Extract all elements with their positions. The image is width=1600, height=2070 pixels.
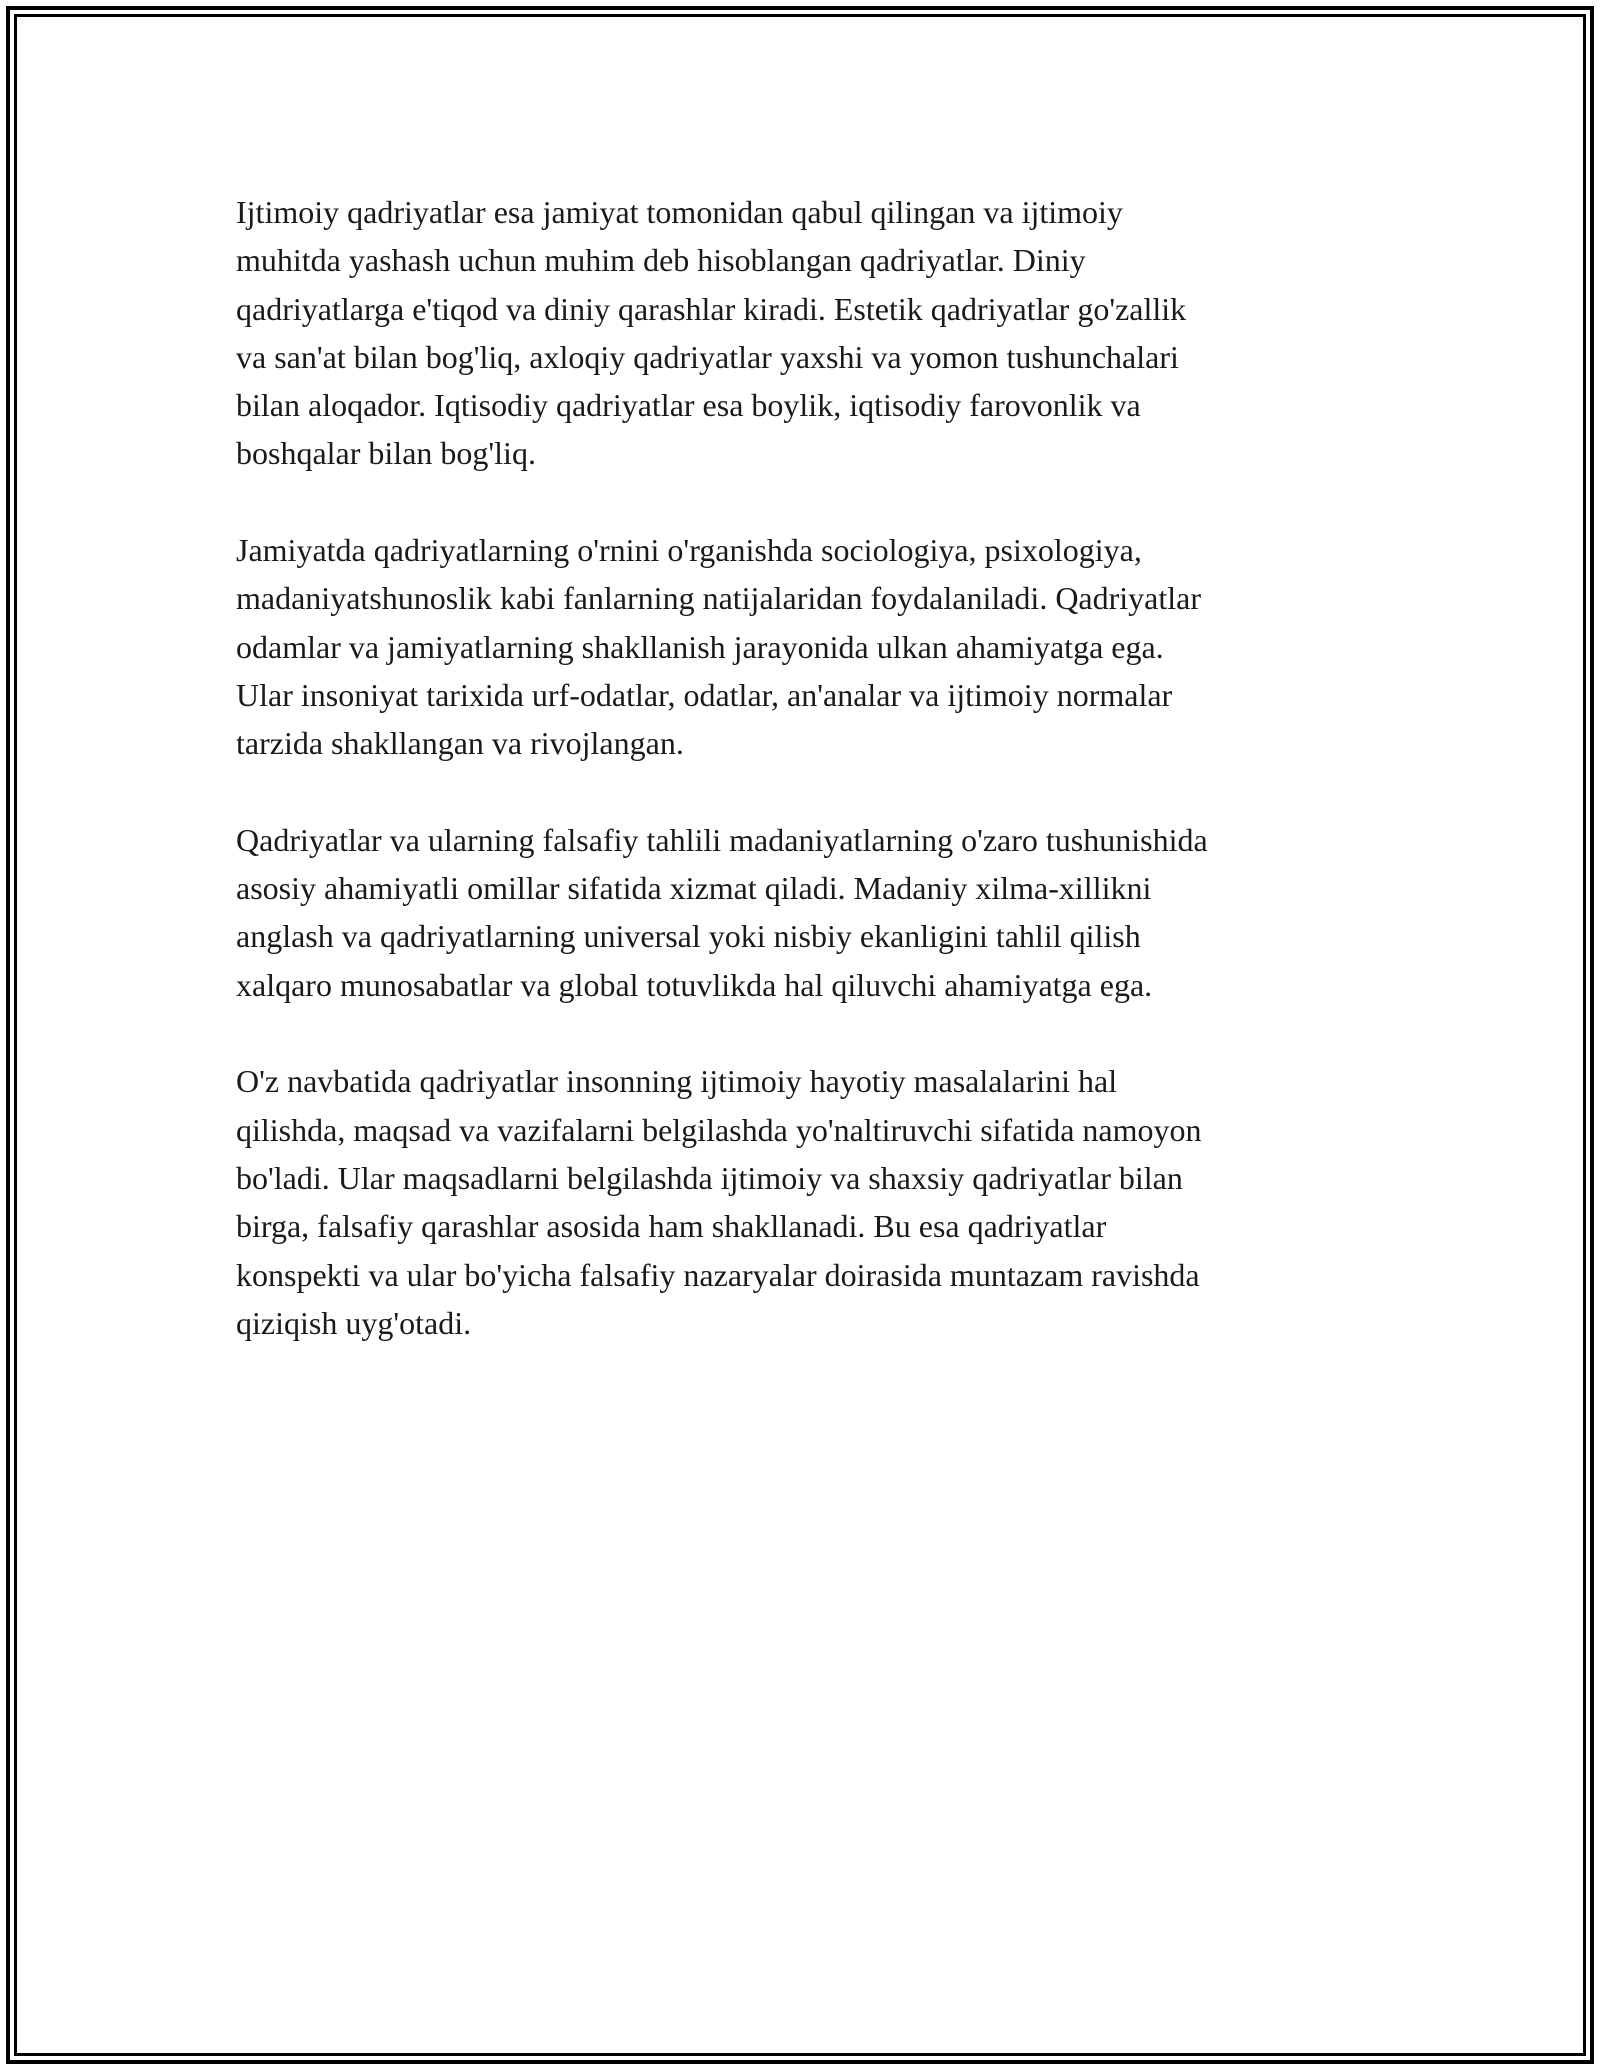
- text-line: Ular insoniyat tarixida urf-odatlar, odatlar, an'analar va ijtimoiy normalar: [236, 676, 1173, 713]
- text-line: O'z navbatida qadriyatlar insonning ijtimoiy hayotiy masalalarini hal: [236, 1063, 1118, 1100]
- text-line: bilan aloqador. Iqtisodiy qadriyatlar esa boylik, iqtisodiy farovonlik va: [236, 387, 1141, 424]
- text-line: tarzida shakllangan va rivojlangan.: [236, 725, 684, 762]
- text-line: Ijtimoiy qadriyatlar esa jamiyat tomonidan qabul qilingan va ijtimoiy: [236, 194, 1123, 230]
- document-body: [236, 188, 1376, 1395]
- text-line: odamlar va jamiyatlarning shakllanish jarayonida ulkan ahamiyatga ega.: [236, 628, 1164, 665]
- text-line: madaniyatshunoslik kabi fanlarning natijalaridan foydalaniladi. Qadriyatlar: [236, 580, 1202, 617]
- text-line: muhitda yashash uchun muhim deb hisoblangan qadriyatlar. Diniy: [236, 242, 1086, 279]
- text-line: konspekti va ular bo'yicha falsafiy nazaryalar doirasida muntazam ravishda: [236, 1256, 1200, 1293]
- text-line: qilishda, maqsad va vazifalarni belgilashda yo'naltiruvchi sifatida namoyon: [236, 1111, 1202, 1148]
- text-line: qiziqish uyg'otadi.: [236, 1304, 472, 1341]
- text-line: qadriyatlarga e'tiqod va diniy qarashlar kiradi. Estetik qadriyatlar go'zallik: [236, 290, 1187, 327]
- text-line: boshqalar bilan bog'liq.: [236, 435, 536, 472]
- paragraph-3: [236, 816, 1376, 1009]
- text-line: va san'at bilan bog'liq, axloqiy qadriyatlar yaxshi va yomon tushunchalari: [236, 338, 1179, 375]
- text-line: bo'ladi. Ular maqsadlarni belgilashda ijtimoiy va shaxsiy qadriyatlar bilan: [236, 1159, 1183, 1196]
- paragraph-2: [236, 526, 1376, 767]
- text-line: anglash va qadriyatlarning universal yoki nisbiy ekanligini tahlil qilish: [236, 918, 1141, 955]
- paragraph-1: [236, 188, 1376, 478]
- text-line: Jamiyatda qadriyatlarning o'rnini o'rganishda sociologiya, psixologiya,: [236, 532, 1142, 569]
- text-line: birga, falsafiy qarashlar asosida ham shakllanadi. Bu esa qadriyatlar: [236, 1208, 1107, 1245]
- text-line: asosiy ahamiyatli omillar sifatida xizmat qiladi. Madaniy xilma-xillikni: [236, 870, 1152, 907]
- paragraph-4: [236, 1057, 1376, 1347]
- text-line: xalqaro munosabatlar va global totuvlikda hal qiluvchi ahamiyatga ega.: [236, 966, 1153, 1003]
- text-line: Qadriyatlar va ularning falsafiy tahlili madaniyatlarning o'zaro tushunishida: [236, 821, 1208, 858]
